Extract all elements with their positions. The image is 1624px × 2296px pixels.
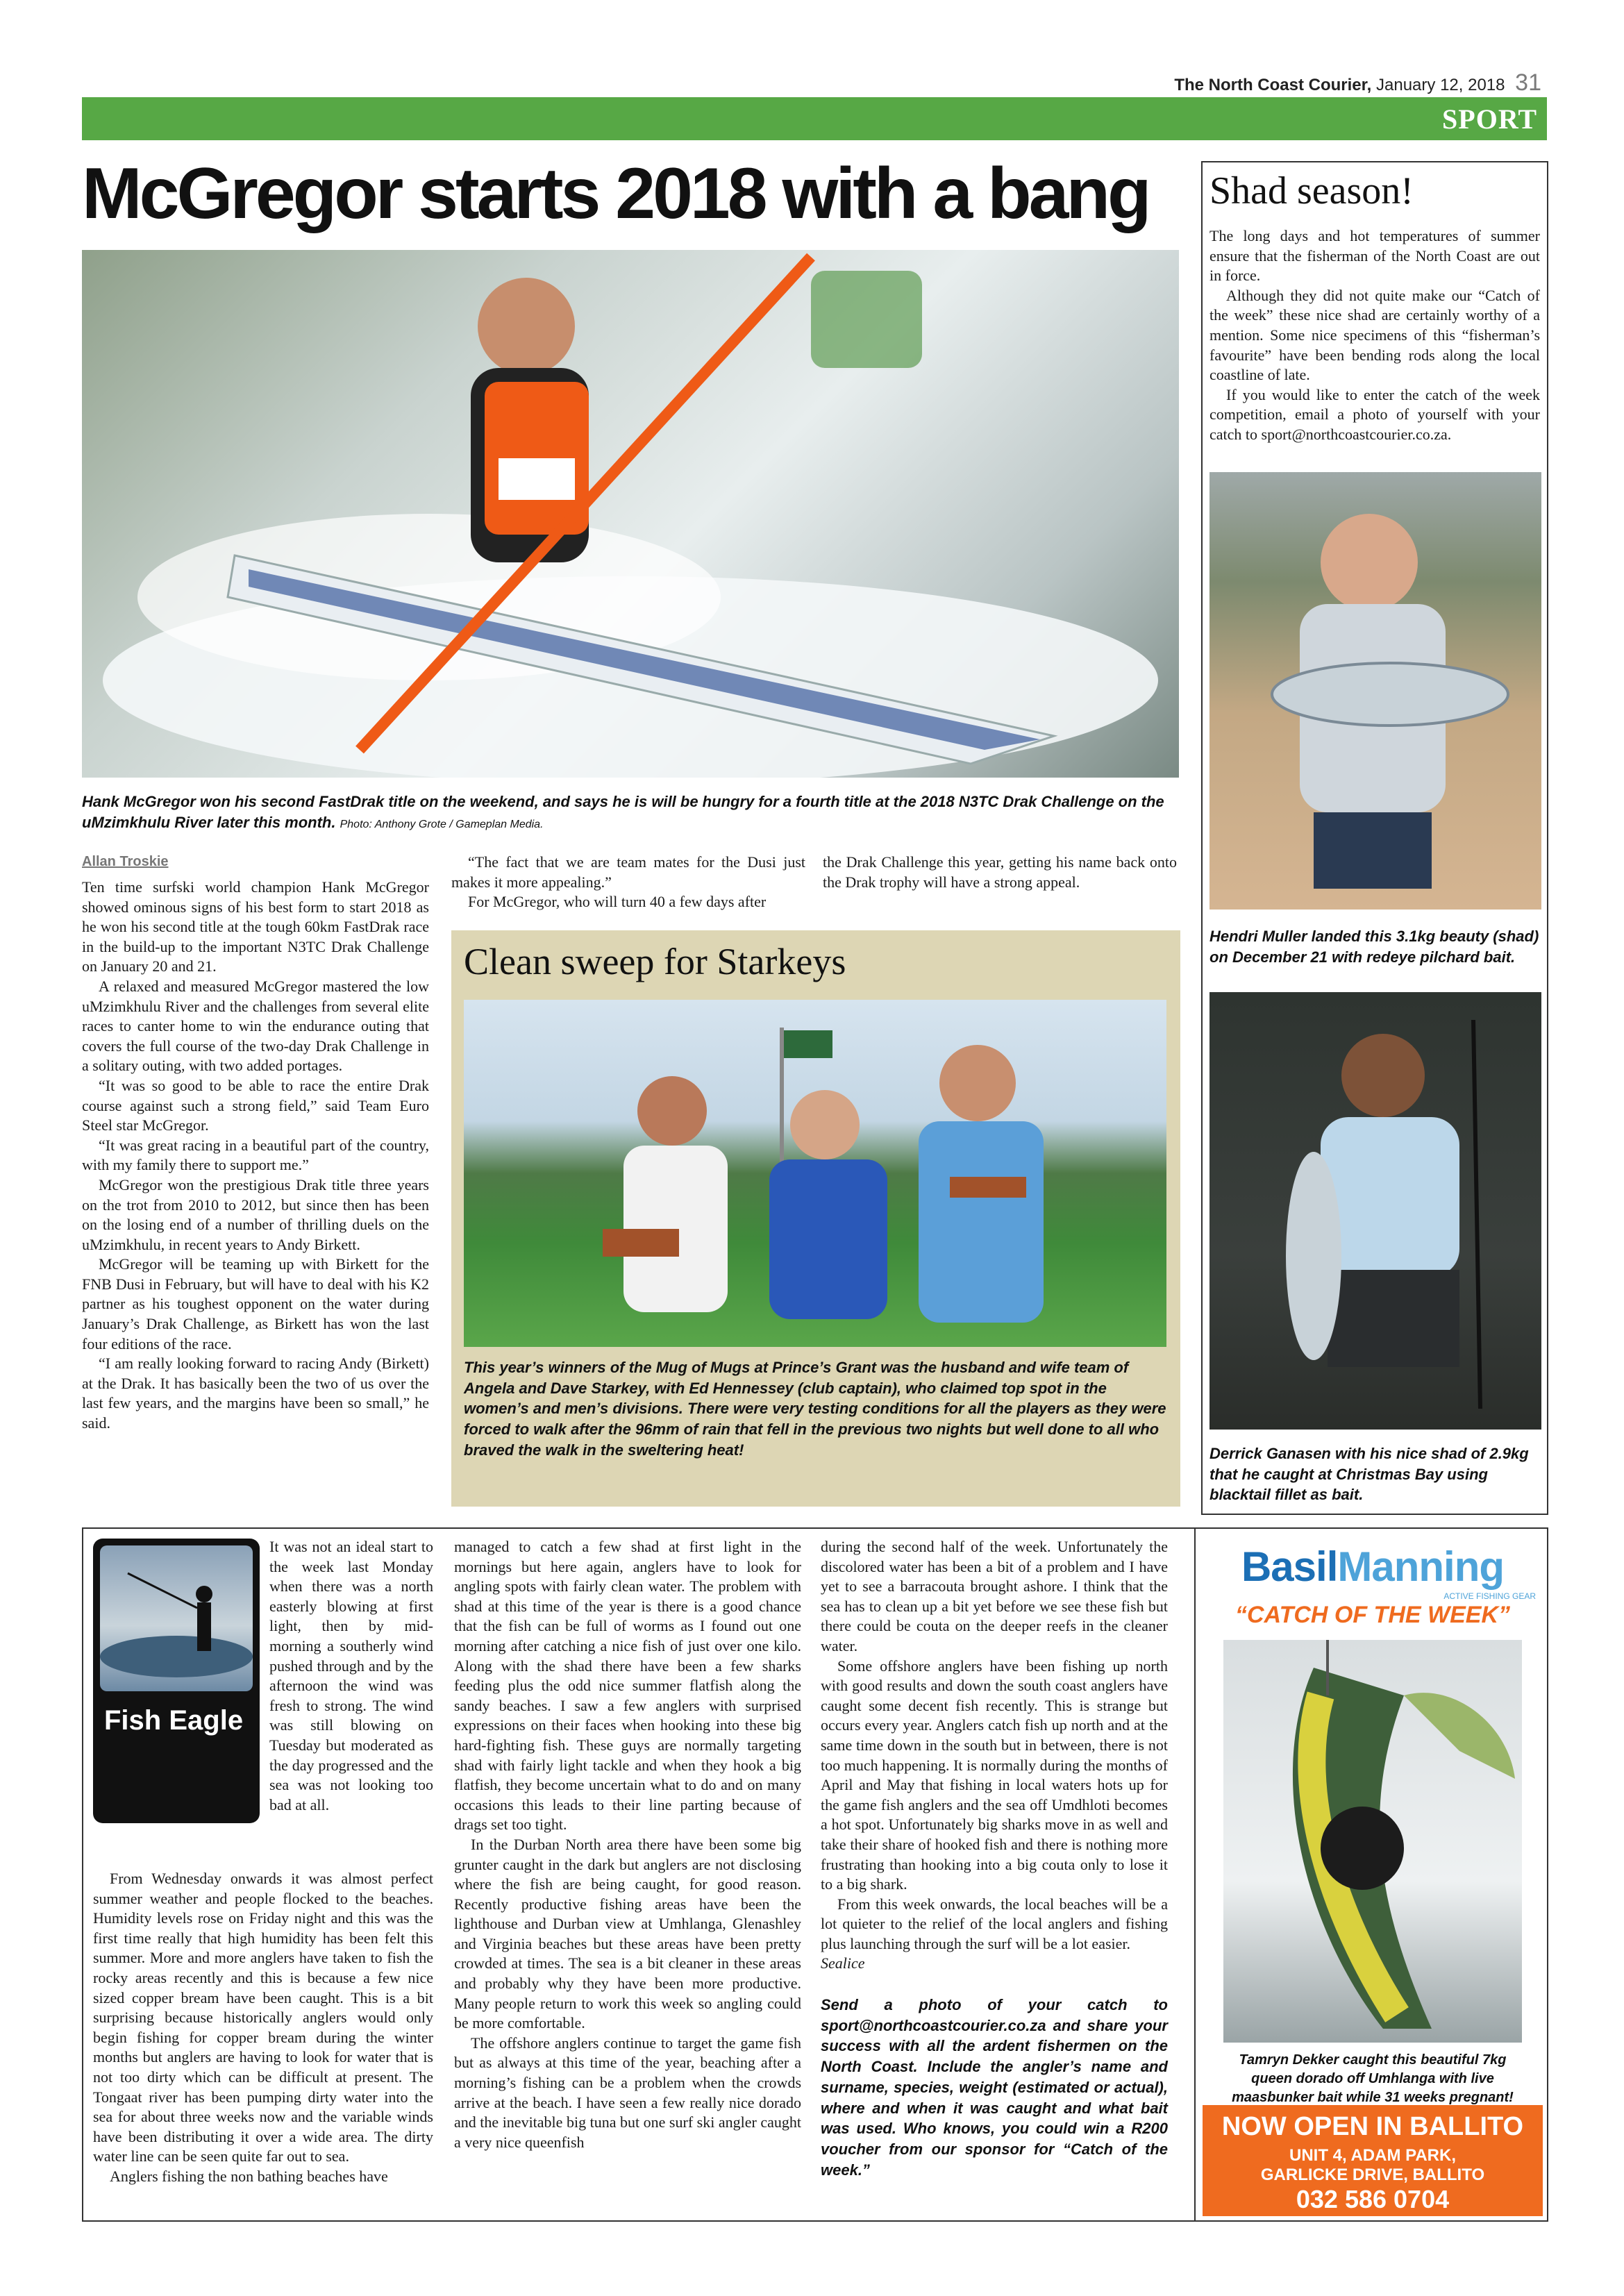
page-number: 31 <box>1515 69 1541 96</box>
starkeys-box <box>451 930 1180 1507</box>
fishing-box <box>82 1527 1548 2222</box>
ad-brand-part1: Basil <box>1241 1543 1338 1590</box>
lead-headline: McGregor starts 2018 with a bang <box>82 153 1149 234</box>
paragraph: “It was so good to be able to race the entire Drak course against such a strong field,” said Team Euro Steel star McGregor. <box>82 1076 429 1134</box>
lead-column-1 <box>82 853 429 1434</box>
paragraph: The offshore anglers continue to target the game fish but as always at this time of the year, beaching after a morning’s fishing can be a problem when the crowds arrive at the beach. I have seen a few really nice dorado and the inevitable big tuna but one surf ski angler caught a very nice queenfish <box>454 2034 801 2151</box>
fish-column-1 <box>93 1869 433 2187</box>
paragraph: “I am really looking forward to racing Andy (Birkett) at the Drak. It has basically been the two of us over the last few years, and the margins have been so small,” he said. <box>82 1355 429 1432</box>
paragraph: McGregor will be teaming up with Birkett for the FNB Dusi in February, but will have to deal with his K2 partner as his toughest opponent on the water during January’s Drak Challenge, as Birkett has won the last four editions of the race. <box>82 1255 429 1352</box>
ad-tagline: ACTIVE FISHING GEAR <box>1443 1591 1536 1601</box>
paragraph: Some offshore anglers have been fishing up north with good results and down the south coast anglers have caught some decent fish recently. This is strange but occurs every year. Anglers catch fish up north and at the same time down in the south but in between, there is not too much happening. It is normally during the months of April and May that fishing in local waters hots up for the game fish anglers and the sea off Umdhloti becomes a hot spot. Unfortunately big sharks move in as well and take their share of hooked fish and there is nothing more frustrating than hooking into a big couta only to lose it to a big shark. <box>821 1657 1168 1893</box>
ad-title: “CATCH OF THE WEEK” <box>1234 1602 1510 1628</box>
shad-caption-1: Hendri Muller landed this 3.1kg beauty (shad) on December 21 with redeye pilchard bait. <box>1209 928 1539 966</box>
signoff: Sealice <box>821 1954 865 1972</box>
paragraph: McGregor won the prestigious Drak title three years on the trot from 2010 to 2012, but since then has been on the losing end of a number of thrilling duels on the uMzimkhulu, in recent years to Andy Birkett. <box>82 1175 429 1253</box>
shad-illustration-2 <box>1209 992 1541 1430</box>
dorado-illustration <box>1223 1640 1522 2043</box>
byline: Allan Troskie <box>82 854 169 869</box>
section-banner: SPORT <box>82 97 1547 140</box>
paragraph: From Wednesday onwards it was almost perfect summer weather and people flocked to the beaches. Humidity levels rose on Friday night and this was the first time really that high humidity has been felt this summer. More and more anglers have taken to fish the rocky areas recently and this is because a few nice sized copper bream have been caught. This is a bit surprising because historically anglers would only begin fishing for copper bream during the winter months but anglers are having to look for water that is not too dirty which can be difficult at present. The Tongaat river has been pumping dirty water into the sea for about three weeks now and the variable winds have been distributing it over a wide area. The dirty water line can be seen quite far out to sea. <box>93 1870 433 2165</box>
kayak-illustration <box>82 250 1179 778</box>
paragraph: In the Durban North area there have been some big grunter caught in the dark but anglers are not disclosing where the fish are being caught, for good reason. Recently productive fishing areas have been the lighthouse and Durban view at Umhlanga, Glenashley and Virginia beaches but these areas have been pretty crowded at times. The sea is a bit cleaner in these areas and probably why they have been more productive. Many people return to work this week so angling could be more comfortable. <box>454 1835 801 2032</box>
lead-column-2 <box>451 853 805 912</box>
dorado-photo <box>1223 1640 1522 2043</box>
golf-photo <box>464 1000 1166 1347</box>
kayak-photo <box>82 250 1179 778</box>
angler-icon <box>100 1545 253 1691</box>
shad-box <box>1201 161 1548 1515</box>
photo-credit: Photo: Anthony Grote / Gameplan Media. <box>340 818 544 830</box>
starkeys-headline: Clean sweep for Starkeys <box>464 941 846 982</box>
angler-silhouette <box>100 1545 253 1691</box>
ad-address-2: GARLICKE DRIVE, BALLITO <box>1260 2165 1485 2184</box>
masthead <box>1111 69 1541 97</box>
ad-promo: NOW OPEN IN BALLITO <box>1221 2112 1524 2141</box>
issue-date: January 12, 2018 <box>1376 76 1505 94</box>
lead-caption-text: Hank McGregor won his second FastDrak title on the weekend, and says he is will be hungry for a fourth title at the 2018 N3TC Drak Challenge on the uMzimkhulu River later this month. <box>82 793 1164 831</box>
paragraph: The long days and hot temperatures of summer ensure that the fisherman of the North Coast are out in force. <box>1209 227 1540 285</box>
fish-column-3 <box>821 1537 1168 2180</box>
starkeys-caption: This year’s winners of the Mug of Mugs at Prince’s Grant was the husband and wife team of Angela and Dave Starkey, with Ed Hennessey (club captain), who claimed top spot in the women’s and men’s divisions. There were very testing conditions for all the players as they were forced to walk after the 96mm of rain that fell in the previous two nights but well done to all who braved the walk in the sweltering heat! <box>464 1359 1166 1459</box>
lead-caption <box>82 791 1179 832</box>
shad-photo-1 <box>1209 472 1541 910</box>
ad-caption: Tamryn Dekker caught this beautiful 7kg queen dorado off Umhlanga with live maasbunker bait while 31 weeks pregnant! <box>1232 2052 1514 2105</box>
fish-eagle-label: Fish Eagle <box>104 1705 244 1736</box>
paragraph: the Drak Challenge this year, getting his name back onto the Drak trophy will have a strong appeal. <box>823 853 1177 891</box>
ad-promo-box <box>1203 2105 1543 2216</box>
golf-illustration <box>464 1000 1166 1347</box>
shad-headline: Shad season! <box>1209 169 1414 212</box>
fish-column-2 <box>454 1537 801 2152</box>
shad-caption-2: Derrick Ganasen with his nice shad of 2.9kg that he caught at Christmas Bay using blacktail fillet as bait. <box>1209 1445 1529 1504</box>
ad-brand-part2: Manning <box>1337 1543 1505 1590</box>
ad-address-1: UNIT 4, ADAM PARK, <box>1289 2146 1456 2165</box>
paragraph: Ten time surfski world champion Hank McGregor showed ominous signs of his best form to start 2018 as he won his second title at the tough 60km FastDrak race in the build-up to the important N3TC Drak Challenge on January 20 and 21. <box>82 878 429 975</box>
shad-text <box>1209 226 1540 445</box>
paragraph: during the second half of the week. Unfortunately the discolored water has been a bit of a problem and I have yet to see a barracouta brought ashore. I think that the sea has to clean up a bit yet before we see these fish but there could be couta on the deeper reefs in the cleaner water. <box>821 1538 1168 1654</box>
ad-phone: 032 586 0704 <box>1296 2185 1450 2213</box>
paragraph: “It was great racing in a beautiful part of the country, with my family there to support me.” <box>82 1136 429 1174</box>
basil-manning-ad <box>1194 1529 1548 2220</box>
paragraph: If you would like to enter the catch of the week competition, email a photo of yourself with your catch to sport@northcoastcourier.co.za. <box>1209 385 1540 443</box>
paragraph: Anglers fishing the non bathing beaches have <box>110 2167 388 2185</box>
paragraph: For McGregor, who will turn 40 a few days after <box>468 893 767 911</box>
paragraph: “The fact that we are team mates for the Dusi just makes it more appealing.” <box>451 853 805 891</box>
paragraph: managed to catch a few shad at first light in the mornings but here again, anglers have to look for angling spots with fairly clean water. The problem with shad at this time of the year is there is a good chance that the fish can be full of worms as I found out one morning after catching a nice fish of just over one kilo. Along with the shad there have been a few sharks feeding plus the odd nice summer flatfish along the sandy beaches. I saw a few anglers with surprised expressions on their faces when hooking into these big hard-fighting fish. These guys are normally targeting shad with fairly light tackle and when they hook a big flatfish, they become uncertain what to do and on many occasions this leads to their line parting because of drags set too tight. <box>454 1538 801 1834</box>
fish-intro: It was not an ideal start to the week last Monday when there was a north easterly blowing at first light, then by mid-morning a southerly wind pushed through and by the afternoon the wind was fresh to strong. The wind was still blowing on Tuesday but moderated as the day progressed and the sea was not looking too bad at all. <box>269 1538 433 1813</box>
paragraph: A relaxed and measured McGregor mastered the low uMzimkhulu River and the challenges from several elite races to canter home to win the endurance outing that covers the full course of the two-day Drak Challenge in a solitary outing, with two added portages. <box>82 977 429 1075</box>
shad-illustration-1 <box>1209 472 1541 910</box>
paragraph: Although they did not quite make our “Catch of the week” these nice shad are certainly worthy of a mention. Some nice specimens of this “fisherman’s favourite” have been bending rods along the local coastline of late. <box>1209 286 1540 384</box>
paper-name: The North Coast Courier, <box>1174 76 1372 94</box>
fish-eagle-badge <box>93 1539 260 1823</box>
entry-callout: Send a photo of your catch to sport@northcoastcourier.co.za and share your success with all the ardent fishermen on the North Coast. Include the angler’s name and surname, species, weight (estimated or actual), where and when it was caught and what bait was used. Who knows, you could win a R200 voucher from our sponsor for “Catch of the week.” <box>821 1996 1168 2179</box>
ad-brand <box>1209 1543 1536 1591</box>
lead-column-3 <box>823 853 1177 892</box>
shad-photo-2 <box>1209 992 1541 1430</box>
paragraph: From this week onwards, the local beaches will be a lot quieter to the relief of the local anglers and fishing plus launching through the surf will be a lot easier. <box>821 1895 1168 1952</box>
